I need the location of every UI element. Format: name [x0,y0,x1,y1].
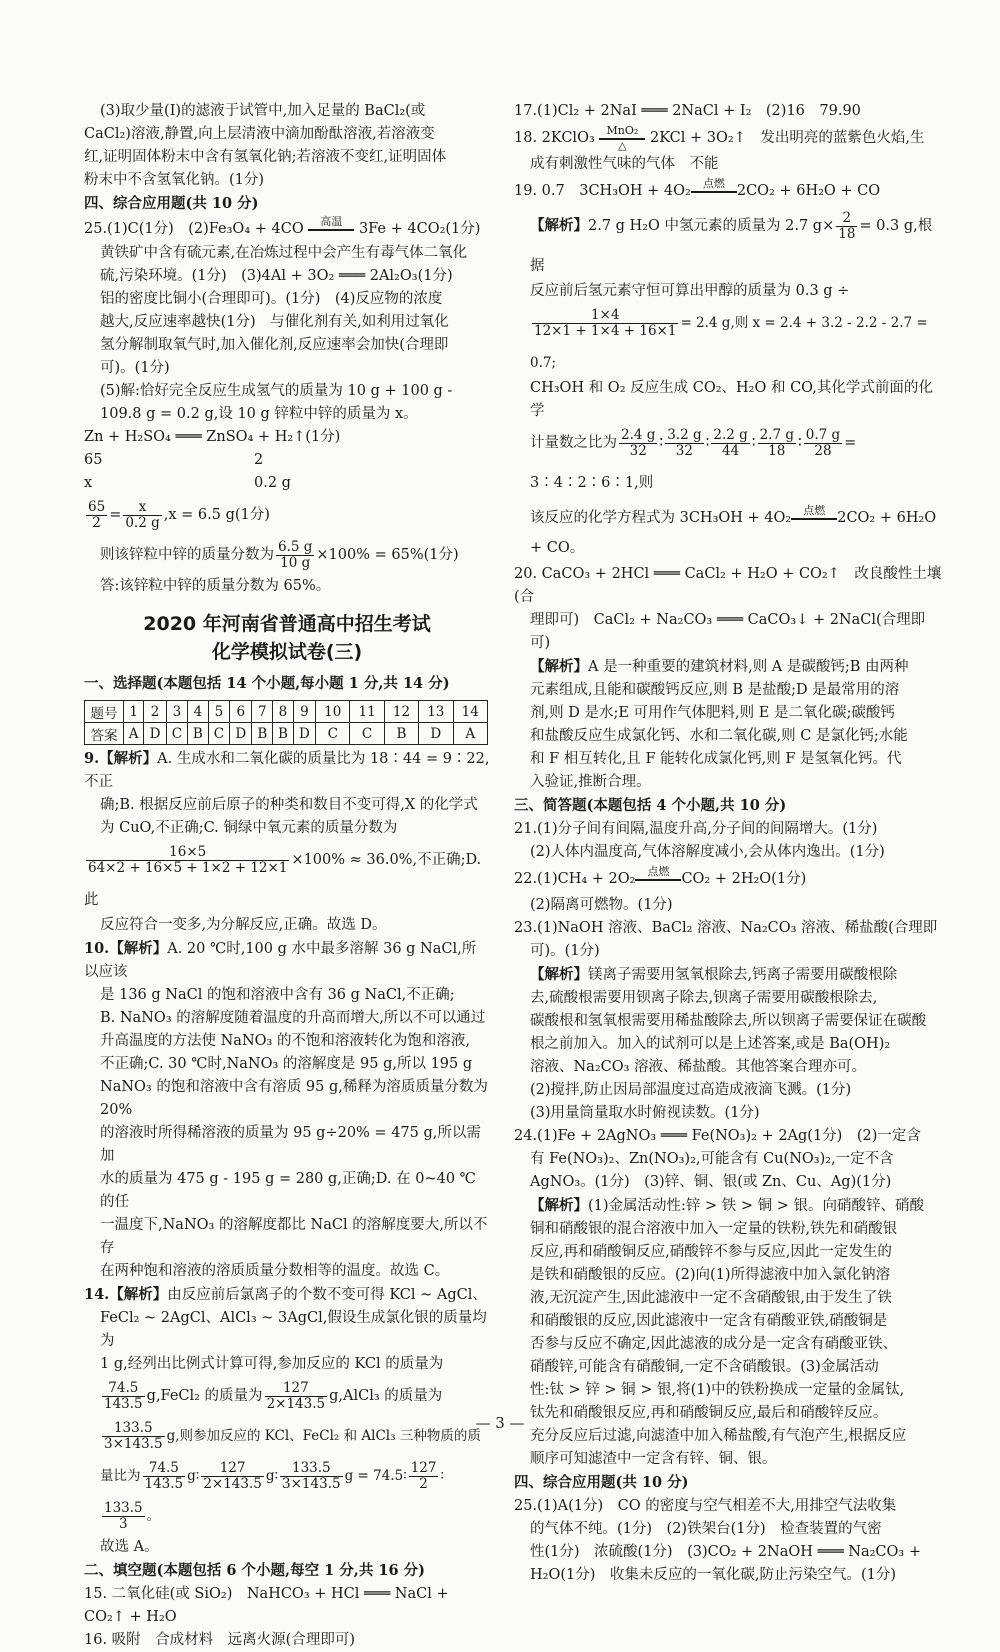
mass-fraction-line: 则该锌粒中锌的质量分数为 $\frac{6.5 g}{10 g}$ ×100% = 65%(1分) [100,538,459,571]
q16-answer: 16. 吸附 合成材料 远离火源(合理即可) [84,1632,355,1648]
q14-analysis: 14.【解析】由反应前后氯离子的个数不变可得 KCl ~ AgCl、 FeCl₂ ~ 2AgCl、AlCl₃ ~ 3AgCl,假设生成氯化银的质量均为 1 g,经列出比例式计算可得,参加反应的 KCl 的质量为 $\frac{74.5}{143.5}$ g,FeCl₂ 的质量为 $\frac{127}{2\times 143.5}$ g,AlCl₃ 的质量为 $\frac{133.5}{3\times 143.5}$ g,则参加反应的 KCl、FeCl₂ 和 AlCl₃ 三种物质的质 量比为 $\frac{74.5}{143.5}$ g∶ $\frac{127}{2\times 143.5}$ g∶ $\frac{133.5}{3\times 143.5}$ g = 74.5∶ $\frac{127}{2}$ ∶ $\frac{133.5}{3}$ 。 故选 A。 [84,1286,487,1555]
text-line: 可)。(1分) [100,360,170,376]
q23-answer: 23.(1)NaOH 溶液、BaCl₂ 溶液、Na₂CO₃ 溶液、稀盐酸(合理即 可)。(1分) 【解析】镁离子需要用氢氧根除去,钙离子需要用碳酸根除 去,硫酸根需要用钡离子除去,钡离子需要用碳酸根除去, 碳酸根和氢氧根需要用稀盐酸除去,所以钡离子需要保证在碳酸 根之前加入。加入的试剂可以是上述答案,或是 Ba(OH)₂ 溶液、Na₂CO₃ 溶液、稀盐酸。其他答案合理亦可。 (2)搅拌,防止因局部温度过高造成液滴飞溅。(1分) (3)用量筒量取水时俯视读数。(1分) [514,920,938,1121]
text-line: 黄铁矿中含有硫元素,在冶炼过程中会产生有毒气体二氧化 [100,245,468,261]
text-line: (3)取少量(Ⅰ)的滤液于试管中,加入足量的 BaCl₂(或 [100,103,426,119]
equation-line: Zn + H₂SO₄ ═══ ZnSO₄ + H₂↑(1分) [84,429,341,445]
exam-title-line2: 化学模拟试卷(三) [211,641,363,663]
table-row: 题号 1 2 3 4 5 6 7 8 9 10 11 12 13 14 [85,701,488,723]
text-line: 氢分解制取氧气时,加入催化剂,反应速率会加快(合理即 [100,337,449,353]
section-heading: 二、填空题(本题包括 6 个小题,每空 1 分,共 16 分) [84,1562,425,1579]
table-row: 答案 A D C B C D B B D C C B D A [85,723,488,745]
text-line: (5)解:恰好完全反应生成氢气的质量为 10 g + 100 g - [100,383,453,399]
text-line: 硫,污染环境。(1分) (3)4Al + 3O₂ ═══ 2Al₂O₃(1分) [100,268,453,284]
section-heading: 一、选择题(本题包括 14 个小题,每小题 1 分,共 14 分) [84,675,450,692]
section-heading: 三、简答题(本题包括 4 个小题,共 10 分) [514,797,787,814]
text-line: 铝的密度比铜小(合理即可)。(1分) (4)反应物的浓度 [100,291,443,307]
q24-answer: 24.(1)Fe + 2AgNO₃ ═══ Fe(NO₃)₂ + 2Ag(1分) (2)一定含 有 Fe(NO₃)₂、Zn(NO₃)₂,可能含有 Cu(NO₃)₂,一定不含 AgNO₃。(1分) (3)锌、铜、银(或 Zn、Cu、Ag)(1分) 【解析】(1)金属活动性:锌 > 铁 > 铜 > 银。向硝酸锌、硝酸 铜和硝酸银的混合溶液中加入一定量的铁粉,铁先和硝酸银 反应,再和硝酸铜反应,硝酸锌不参与反应,因此一定发生的 是铁和硝酸银的反应。(2)向(1)所得滤液中加入氯化钠溶 液,无沉淀产生,因此滤液中一定不含硝酸银,由于发生了铁 和硝酸银的反应,因此滤液中一定含有硝酸亚铁,硝酸铜是 否参与反应不确定,因此滤液的成分是一定含有硝酸亚铁、 硝酸锌,可能含有硝酸铜,一定不含硝酸银。(3)金属活动 性:钛 > 锌 > 铜 > 银,将(1)中的铁粉换成一定量的金属钛, 钛先和硝酸银反应,再和硝酸铜反应,最后和硝酸锌反应。 充分反应后过滤,向滤渣中加入稀盐酸,有气泡产生,根据反应 顺序可知滤渣中一定含有锌、铜、银。 [514,1128,925,1467]
ratio-row: x 0.2 g [84,475,291,491]
q9-analysis: 9.【解析】A. 生成水和二氧化碳的质量比为 18∶44 = 9∶22,不正 确;B. 根据反应前后原子的种类和数目不变可得,X 的化学式 为 CuO,不正确;C. 铜绿中氧元素的质量分数为 $\frac{16\times 5}{64\times 2 + 16\times 5 + 1\times 2 + 12\times 1}$ ×100% ≈ 36.0%,不正确;D. 此 反应符合一变多,为分解反应,正确。故选 D。 [84,750,490,933]
q21-answer: 21.(1)分子间有间隔,温度升高,分子间的间隔增大。(1分) [514,821,878,837]
q22-answer: 22.(1)CH₄ + 2O₂ 点燃 CO₂ + 2H₂O(1分) [514,865,807,887]
answer-table [84,700,488,745]
section-heading: 四、综合应用题(共 10 分) [84,195,259,212]
exam-title [84,610,490,666]
q15-answer: 15. 二氧化硅(或 SiO₂) NaHCO₃ + HCl ═══ NaCl + CO₂↑ + H₂O [84,1586,449,1625]
q24-part3-text [84,100,490,192]
q18-answer: 18. 2KClO₃ MnO₂ △ 2KCl + 3O₂↑ 发出明亮的蓝紫色火焰,生 [514,124,925,152]
exam-title-line1: 2020 年河南省普通高中招生考试 [143,613,431,635]
text-line: CaCl₂)溶液,静置,向上层清液中滴加酚酞溶液,若溶液变 [84,126,435,142]
page-number: — 3 — [475,1414,525,1432]
q25-answer-right: 25.(1)A(1分) CO 的密度与空气相差不大,用排空气法收集 的气体不纯。(1分) (2)铁架台(1分) 检查装置的气密 性(1分) 浓硫酸(1分) (3)CO₂ + 2NaOH ═══ Na₂CO₃ + H₂O(1分) 收集未反应的一氧化碳,防止污染空气。(1分) [514,1498,921,1583]
answer-line: 答:该锌粒中锌的质量分数为 65%。 [100,578,331,594]
section-heading: 四、综合应用题(共 10 分) [514,1474,689,1491]
text-line: 红,证明固体粉末中含有氢氧化钠;若溶液不变红,证明固体 [84,149,447,165]
q19-answer: 19. 0.7 3CH₃OH + 4O₂ 点燃 2CO₂ + 6H₂O + CO 【解析】2.7 g H₂O 中氢元素的质量为 2.7 g× $\frac{2}{18}$ = 0.3 g,根据 反应前后氢元素守恒可算出甲醇的质量为 0.3 g ÷ $\frac{1\times 4}{12\times 1 + 1\times 4 + 16\times 1}$ = 2.4 g,则 x = 2.4 + 3.2 - 2.2 - 2.7 = 0.7; CH₃OH 和 O₂ 反应生成 CO₂、H₂O 和 CO,其化学式前面的化学 计量数之比为 $\frac{2.4 g}{32}$ ∶ $\frac{3.2 g}{32}$ ∶ $\frac{2.2 g}{44}$ ∶ $\frac{2.7 g}{18}$ ∶ $\frac{0.7 g}{28}$ = 3∶4∶2∶6∶1,则 该反应的化学方程式为 3CH₃OH + 4O₂ 点燃 2CO₂ + 6H₂O + CO。 [514,177,937,556]
q17-answer: 17.(1)Cl₂ + 2NaI ═══ 2NaCl + I₂ (2)16 79.90 [514,103,861,119]
text-line: 粉末中不含氢氧化钠。(1分) [84,172,265,188]
reaction-condition: 高温 [308,216,354,242]
text-line: 越大,反应速率越快(1分) 与催化剂有关,如利用过氧化 [100,314,449,330]
ratio-row: 65 2 [84,452,264,468]
q25-answer [84,216,490,598]
proportion-line: $\frac{65}{2}$ = $\frac{x}{0.2 g}$ ,x = 6.5 g(1分) [88,498,270,531]
text-line: 109.8 g = 0.2 g,设 10 g 锌粒中锌的质量为 x。 [100,406,418,422]
q25-line1: 25.(1)C(1分) (2)Fe₃O₄ + 4CO 高温 3Fe + 4CO₂(1分) [84,216,490,242]
right-column: 17.(1)Cl₂ + 2NaI ═══ 2NaCl + I₂ (2)16 79.90 18. 2KClO₃ MnO₂ △ 2KCl + 3O₂↑ 发出明亮的蓝紫色火焰,生 成有刺激性气味的气体 不能 19. 0.7 3CH₃OH + 4O₂ 点燃 2CO₂ + 6H₂O + CO 【解析】2.7 g H₂O 中氢元素的质量为 2.7 g× $\frac{2}{18}$ = 0.3 g,根据 反应前后氢元素守恒可算出甲醇的质量为 0.3 g ÷ $\frac{1\times 4}{12\times 1 + 1\times 4 + 16\times 1}$ = 2.4 g,则 x = 2.4 + 3.2 - 2.2 - 2.7 = 0.7; CH₃OH 和 O₂ 反应生成 CO₂、H₂O 和 CO,其化学式前面的化学 计量数之比为 $\frac{2.4 g}{32}$ ∶ $\frac{3.2 g}{32}$ ∶ $\frac{2.2 g}{44}$ ∶ $\frac{2.7 g}{18}$ ∶ $\frac{0.7 g}{28}$ = 3∶4∶2∶6∶1,则 该反应的化学方程式为 3CH₃OH + 4O₂ 点燃 2CO₂ + 6H₂O + CO。 20. CaCO₃ + 2HCl ═══ CaCl₂ + H₂O + CO₂↑ 改良酸性土壤(合 理即可) CaCl₂ + Na₂CO₃ ═══ CaCO₃↓ + 2NaCl(合理即可) 【解析】A 是一种重要的建筑材料,则 A 是碳酸钙;B 由两种 元素组成,且能和碳酸钙反应,则 B 是盐酸;D 是最常用的溶 剂,则 D 是水;E 可用作气体肥料,则 E 是二氧化碳;碳酸钙 和盐酸反应生成氯化钙、水和二氧化碳,则 C 是氯化钙;水能 和 F 相互转化,且 F 能转化成氯化钙,则 F 是氢氧化钙。代 入验证,推断合理。 三、简答题(本题包括 4 个小题,共 10 分) 21.(1)分子间有间隔,温度升高,分子间的间隔增大。(1分) (2)人体内温度高,气体溶解度减小,会从体内逸出。(1分) 22.(1)CH₄ + 2O₂ 点燃 CO₂ + 2H₂O(1分) (2)隔离可燃物。(1分) 23.(1)NaOH 溶液、BaCl₂ 溶液、Na₂CO₃ 溶液、稀盐酸(合理即 可)。(1分) 【解析】镁离子需要用氢氧根除去,钙离子需要用碳酸根除 去,硫酸根需要用钡离子除去,钡离子需要用碳酸根除去, 碳酸根和氢氧根需要用稀盐酸除去,所以钡离子需要保证在碳酸 根之前加入。加入的试剂可以是上述答案,或是 Ba(OH)₂ 溶液、Na₂CO₃ 溶液、稀盐酸。其他答案合理亦可。 (2)搅拌,防止因局部温度过高造成液滴飞溅。(1分) (3)用量筒量取水时俯视读数。(1分) 24.(1)Fe + 2AgNO₃ ═══ Fe(NO₃)₂ + 2Ag(1分) (2)一定含 有 Fe(NO₃)₂、Zn(NO₃)₂,可能含有 Cu(NO₃)₂,一定不含 AgNO₃。(1分) (3)锌、铜、银(或 Zn、Cu、Ag)(1分) 【解析】(1)金属活动性:锌 > 铁 > 铜 > 银。向硝酸锌、硝酸 铜和硝酸银的混合溶液中加入一定量的铁粉,铁先和硝酸银 反应,再和硝酸铜反应,硝酸锌不参与反应,因此一定发生的 是铁和硝酸银的反应。(2)向(1)所得滤液中加入氯化钠溶 液,无沉淀产生,因此滤液中一定不含硝酸银,由于发生了铁 和硝酸银的反应,因此滤液中一定含有硝酸亚铁,硝酸铜是 否参与反应不确定,因此滤液的成分是一定含有硝酸亚铁、 硝酸锌,可能含有硝酸铜,一定不含硝酸银。(3)金属活动 性:钛 > 锌 > 铜 > 银,将(1)中的铁粉换成一定量的金属钛, 钛先和硝酸银反应,再和硝酸铜反应,最后和硝酸锌反应。 充分反应后过滤,向滤渣中加入稀盐酸,有气泡产生,根据反应 顺序可知滤渣中一定含有锌、铜、银。 四、综合应用题(共 10 分) 25.(1)A(1分) CO 的密度与空气相差不大,用排空气法收集 的气体不纯。(1分) (2)铁架台(1分) 检查装置的气密 性(1分) 浓硫酸(1分) (3)CO₂ + 2NaOH ═══ Na₂CO₃ + H₂O(1分) 收集未反应的一氧化碳,防止污染空气。(1分) [514,100,944,1587]
q20-answer: 20. CaCO₃ + 2HCl ═══ CaCl₂ + H₂O + CO₂↑ 改良酸性土壤(合 理即可) CaCl₂ + Na₂CO₃ ═══ CaCO₃↓ + 2NaCl(合理即可) 【解析】A 是一种重要的建筑材料,则 A 是碳酸钙;B 由两种 元素组成,且能和碳酸钙反应,则 B 是盐酸;D 是最常用的溶 剂,则 D 是水;E 可用作气体肥料,则 E 是二氧化碳;碳酸钙 和盐酸反应生成氯化钙、水和二氧化碳,则 C 是氯化钙;水能 和 F 相互转化,且 F 能转化成氯化钙,则 F 是氢氧化钙。代 入验证,推断合理。 [514,566,942,790]
q10-analysis: 10.【解析】A. 20 ℃时,100 g 水中最多溶解 36 g NaCl,所以应该 是 136 g NaCl 的饱和溶液中含有 36 g NaCl,不正确; B. NaNO₃ 的溶解度随着温度的升高而增大,所以不可以通过 升高温度的方法使 NaNO₃ 的不饱和溶液转化为饱和溶液, 不正确;C. 30 ℃时,NaNO₃ 的溶解度是 95 g,所以 195 g NaNO₃ 的饱和溶液中含有溶质 95 g,稀释为溶质质量分数为 20% 的溶液时所得稀溶液的质量为 95 g÷20% = 475 g,所以需加 水的质量为 475 g - 195 g = 280 g,正确;D. 在 0~40 ℃的任 一温度下,NaNO₃ 的溶解度都比 NaCl 的溶解度要大,所以不存 在两种饱和溶液的溶质质量分数相等的温度。故选 C。 [84,940,488,1279]
